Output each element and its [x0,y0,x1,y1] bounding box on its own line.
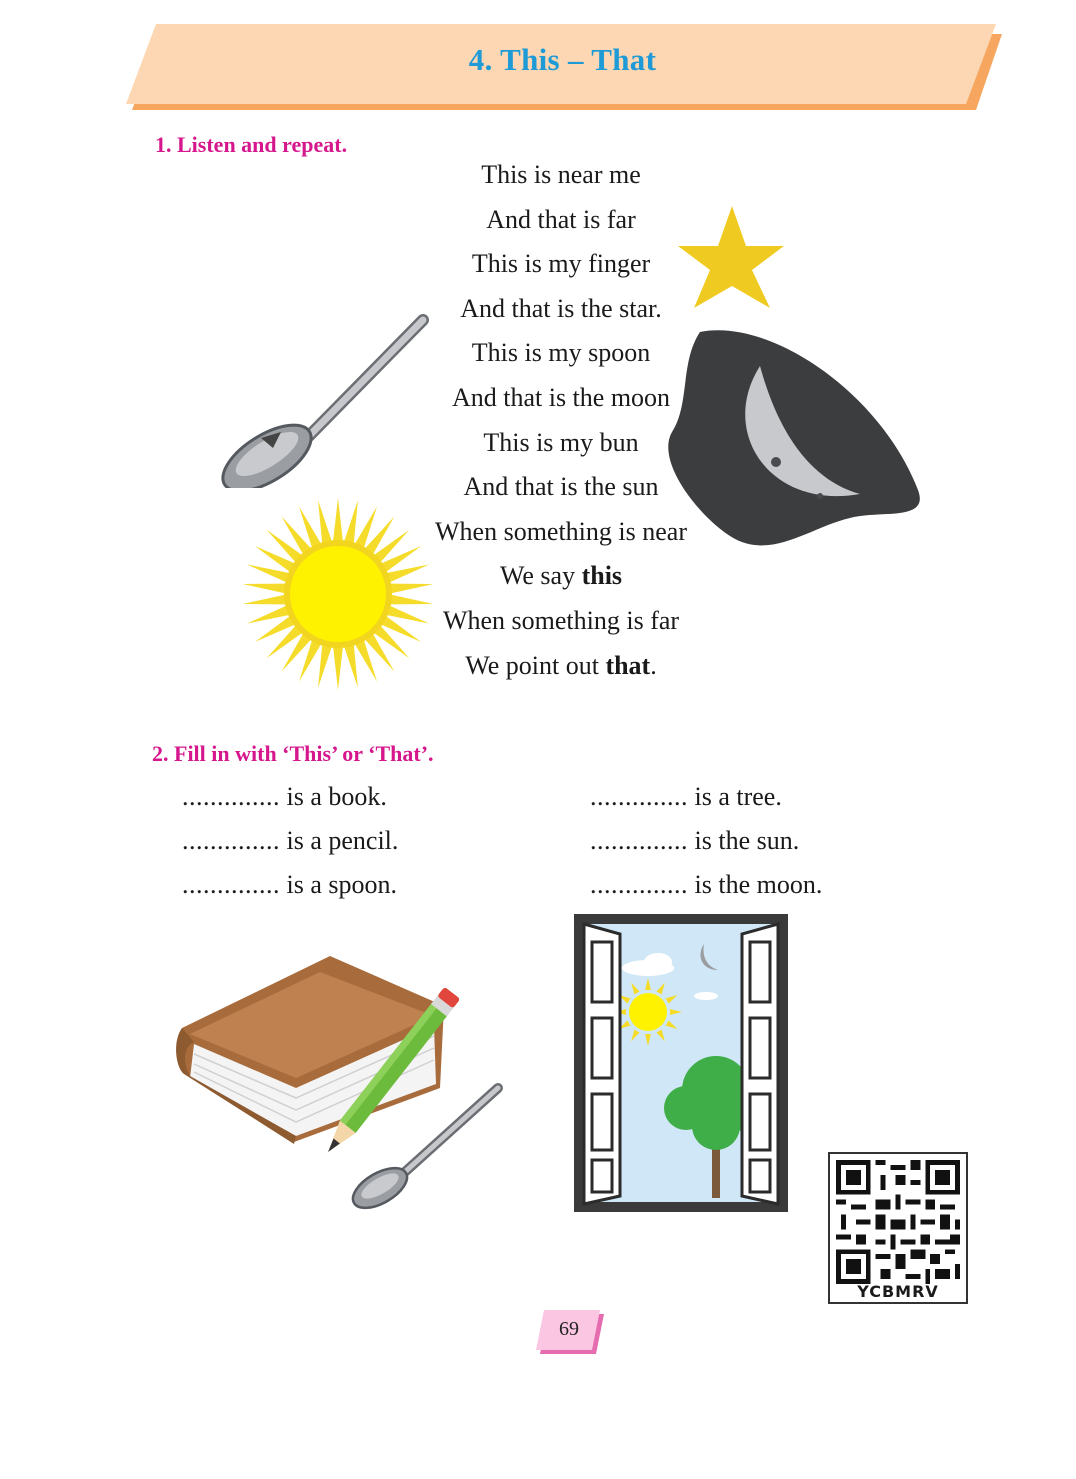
poem-line: We point out that. [465,650,657,680]
blank: .............. [590,870,688,899]
bold-word: this [581,561,623,591]
blank: .............. [182,870,280,899]
poem-line: When something is far [442,605,680,635]
poem-line: And that is far [486,204,636,234]
window-illustration [572,912,790,1214]
page-title: 4. This – That [468,42,657,77]
section2-heading: 2. Fill in with ‘This’ or ‘That’. [152,741,434,766]
fill-item: .............. is the moon. [590,870,823,899]
sun-illustration [240,496,436,692]
poem-line: And that is the sun [463,472,659,502]
fill-item: .............. is a tree. [590,782,782,811]
spoon-illustration [215,308,435,488]
fill-item: .............. is a pencil. [182,826,399,855]
fill-item: .............. is the sun. [590,826,800,855]
bold-word: that [605,650,651,680]
blank: .............. [590,782,688,811]
poem-line: This is near me [481,160,641,189]
blank: .............. [590,826,688,855]
book-pencil-spoon-illustration [172,950,517,1215]
qr-code-icon [836,1160,960,1284]
section1-heading: 1. Listen and repeat. [155,132,348,157]
fill-item: .............. is a book. [182,782,387,811]
page-number: 69 [559,1318,579,1340]
moon-illustration [660,322,930,552]
qr-code-label: YCBMRV [857,1282,939,1301]
poem-line: This is my bun [483,427,639,457]
poem-line: This is my finger [471,249,651,279]
blank: .............. [182,826,280,855]
poem-line: And that is the moon [451,382,671,412]
qr-code-box [828,1152,968,1304]
star-illustration [672,202,788,312]
fill-item: .............. is a spoon. [182,870,397,899]
poem-line: And that is the star. [460,293,662,323]
poem-line: When something is near [435,516,687,546]
poem-line: This is my spoon [471,338,651,368]
poem-line: We say this [499,561,623,591]
blank: .............. [182,782,280,811]
